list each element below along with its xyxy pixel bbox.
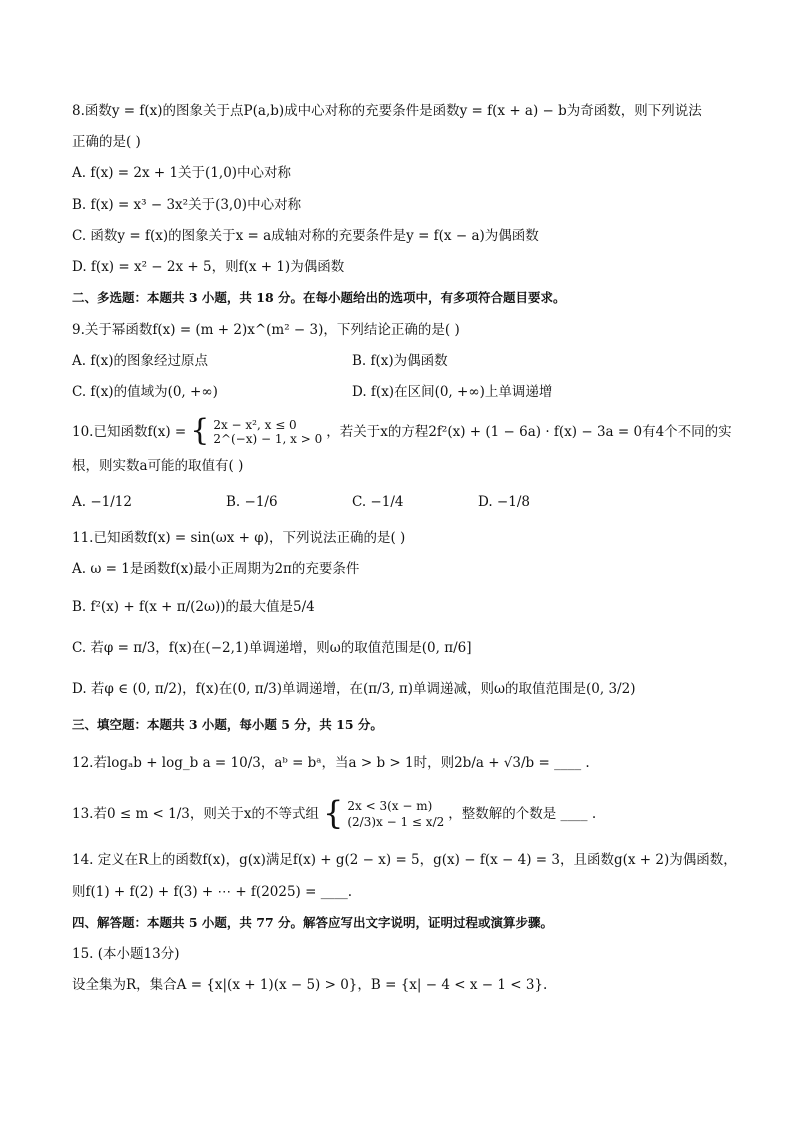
q13-inequalities [347,798,444,830]
q10-stem-suffix: ，若关于x的方程2f²(x) + (1 − 6a) · f(x) − 3a = 0有4个不同的实 [326,424,732,440]
q13-inequality-2: (2/3)x − 1 ≤ x/2 [347,815,445,829]
q13-prefix: 13.若0 ≤ m < 1/3，则关于x的不等式组 [72,806,319,822]
q10-option-c: C. −1/4 [352,494,404,510]
section-solution-heading: 四、解答题：本题共 5 小题，共 77 分。解答应写出文字说明，证明过程或演算步骤。 [72,915,554,930]
q9-stem: 9.关于幂函数f(x) = (m + 2)x^(m² − 3)，下列结论正确的是( ) [72,322,460,338]
q10-piecewise [213,418,322,446]
q13-brace: { [323,793,344,832]
q11-stem: 11.已知函数f(x) = sin(ωx + φ)，下列说法正确的是( ) [72,530,406,546]
q10-stem-prefix: 10.已知函数f(x) = [72,424,187,440]
q13-suffix: ，整数解的个数是 ____ . [448,806,597,822]
q11-option-d: D. 若φ ∈ (0, π/2)，f(x)在(0, π/3)单调递增，在(π/3, π)单调递减，则ω的取值范围是(0, 3/2) [72,681,636,697]
q14-line2: 则f(1) + f(2) + f(3) + ⋯ + f(2025) = ____. [72,884,353,900]
q8-stem-line1: 8.函数y = f(x)的图象关于点P(a,b)成中心对称的充要条件是函数y = f(x + a) − b为奇函数，则下列说法 [72,103,702,119]
q11-option-a: A. ω = 1是函数f(x)最小正周期为2π的充要条件 [72,561,360,577]
q10-piece-2: 2^(−x) − 1, x > 0 [213,432,323,446]
q8-option-a: A. f(x) = 2x + 1关于(1,0)中心对称 [72,165,292,181]
q10-brace: { [190,412,210,448]
q8-option-c: C. 函数y = f(x)的图象关于x = a成轴对称的充要条件是y = f(x − a)为偶函数 [72,228,539,244]
q9-option-d: D. f(x)在区间(0, +∞)上单调递增 [352,384,553,400]
q10-stem-line1 [72,412,732,448]
q14-line1: 14. 定义在R上的函数f(x)，g(x)满足f(x) + g(2 − x) = 5，g(x) − f(x − 4) = 3，且函数g(x + 2)为偶函数， [72,852,737,868]
q10-option-a: A. −1/12 [72,494,132,510]
q10-option-d: D. −1/8 [478,494,530,510]
q10-option-b: B. −1/6 [226,494,278,510]
q8-option-b: B. f(x) = x³ − 3x²关于(3,0)中心对称 [72,197,302,213]
q8-option-d: D. f(x) = x² − 2x + 5，则f(x + 1)为偶函数 [72,259,345,275]
q13-stem [72,793,597,832]
q11-option-c: C. 若φ = π/3，f(x)在(−2,1)单调递增，则ω的取值范围是(0, π/6] [72,640,472,656]
q13-inequality-1: 2x < 3(x − m) [347,799,433,813]
q11-option-b: B. f²(x) + f(x + π/(2ω))的最大值是5/4 [72,599,315,615]
section-fill-in-heading: 三、填空题：本题共 3 小题，每小题 5 分，共 15 分。 [72,717,383,732]
q9-option-b: B. f(x)为偶函数 [352,353,448,369]
q8-stem-line2: 正确的是( ) [72,134,141,150]
q15-title: 15. (本小题13分) [72,946,180,962]
section-multiple-choice-heading: 二、多选题：本题共 3 小题，共 18 分。在每小题给出的选项中，有多项符合题目要求。 [72,290,566,305]
q10-piece-1: 2x − x², x ≤ 0 [213,418,297,432]
q9-option-a: A. f(x)的图象经过原点 [72,353,208,369]
q9-option-c: C. f(x)的值域为(0, +∞) [72,384,218,400]
q15-stem: 设全集为R，集合A = {x|(x + 1)(x − 5) > 0}，B = {x| − 4 < x − 1 < 3}. [72,977,548,993]
q10-stem-line2: 根，则实数a可能的取值有( ) [72,458,244,474]
q12-stem: 12.若logₐb + log_b a = 10/3，aᵇ = bᵃ，当a > b > 1时，则2b/a + √3/b = ____ . [72,755,590,771]
